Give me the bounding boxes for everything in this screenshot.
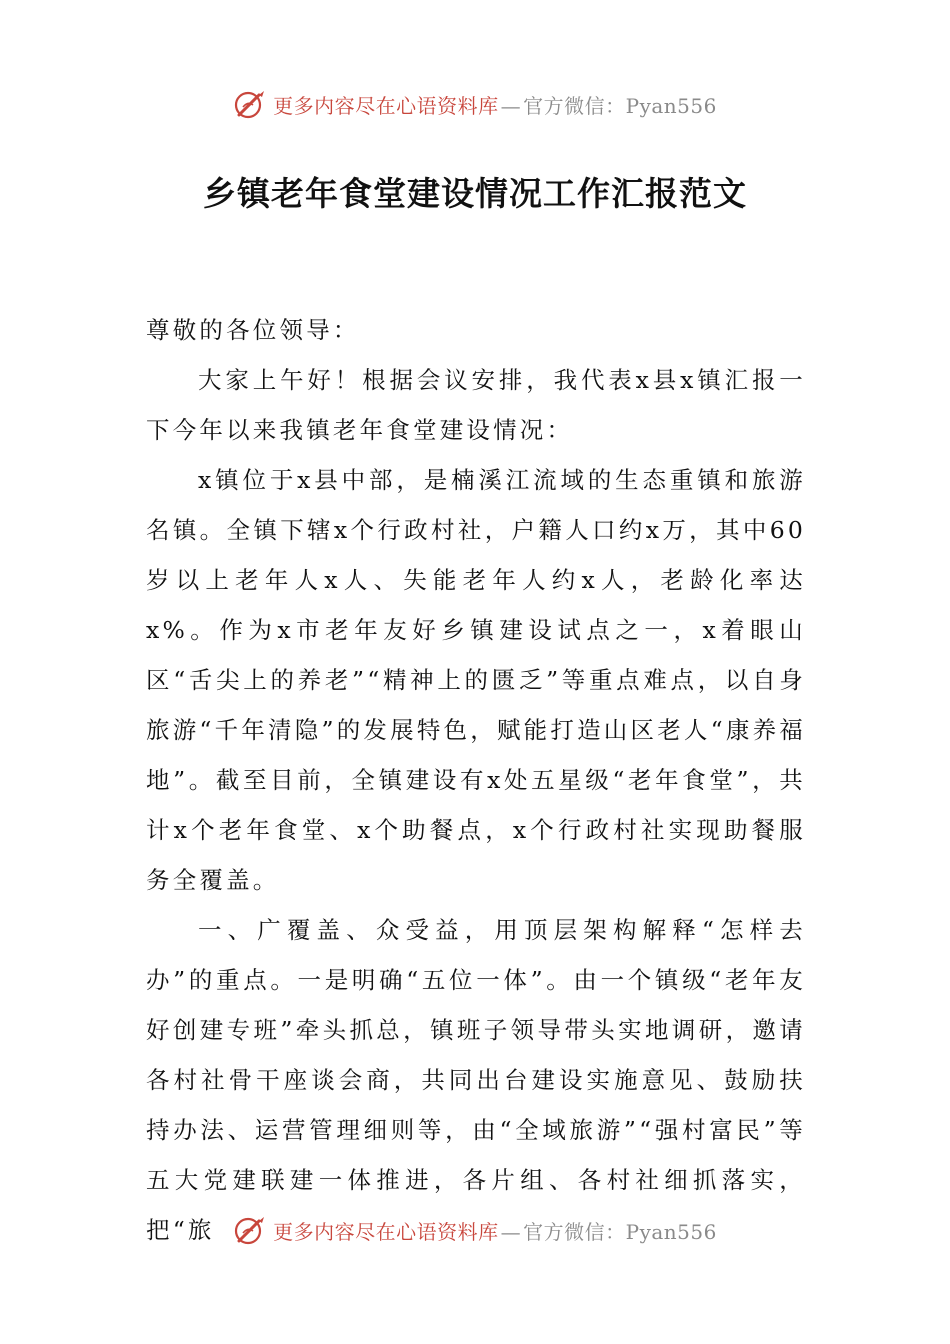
watermark-separator: — (500, 93, 522, 118)
pen-logo-icon (233, 87, 267, 121)
watermark-red-text: 更多内容尽在心语资料库 (273, 93, 499, 118)
pen-logo-icon (233, 1213, 267, 1247)
document-body (146, 305, 806, 1255)
paragraph-3: 一、广覆盖、众受益，用顶层架构解释“怎样去办”的重点。一是明确“五位一体”。由一个镇级“老年友好创建专班”牵头抓总，镇班子领导带头实地调研，邀请各村社骨干座谈会商，共同出台建设实施意见、鼓励扶持办法、运营管理细则等，由“全域旅游”“强村富民”等五大党建联建一体推进，各片组、各村社细抓落实，把“旅 (146, 916, 806, 1244)
watermark-gray-text: 官方微信：Pyan556 (523, 93, 717, 118)
watermark-red-text: 更多内容尽在心语资料库 (273, 1219, 499, 1244)
footer-watermark (0, 1208, 950, 1252)
paragraph-1: 大家上午好！根据会议安排，我代表x县x镇汇报一下今年以来我镇老年食堂建设情况： (146, 366, 806, 444)
document-title: 乡镇老年食堂建设情况工作汇报范文 (203, 174, 747, 213)
paragraph-2: x镇位于x县中部，是楠溪江流域的生态重镇和旅游名镇。全镇下辖x个行政村社，户籍人口约x万，其中60岁以上老年人x人、失能老年人约x人，老龄化率达x%。作为x市老年友好乡镇建设试点之一，x着眼山区“舌尖上的养老”“精神上的匮乏”等重点难点，以自身旅游“千年清隐”的发展特色，赋能打造山区老人“康养福地”。截至目前，全镇建设有x处五星级“老年食堂”，共计x个老年食堂、x个助餐点，x个行政村社实现助餐服务全覆盖。 (146, 466, 806, 894)
watermark-text (273, 90, 717, 119)
watermark-text (273, 1216, 717, 1245)
watermark-separator: — (500, 1219, 522, 1244)
salutation: 尊敬的各位领导： (146, 316, 360, 344)
header-watermark (0, 82, 950, 126)
watermark-gray-text: 官方微信：Pyan556 (523, 1219, 717, 1244)
